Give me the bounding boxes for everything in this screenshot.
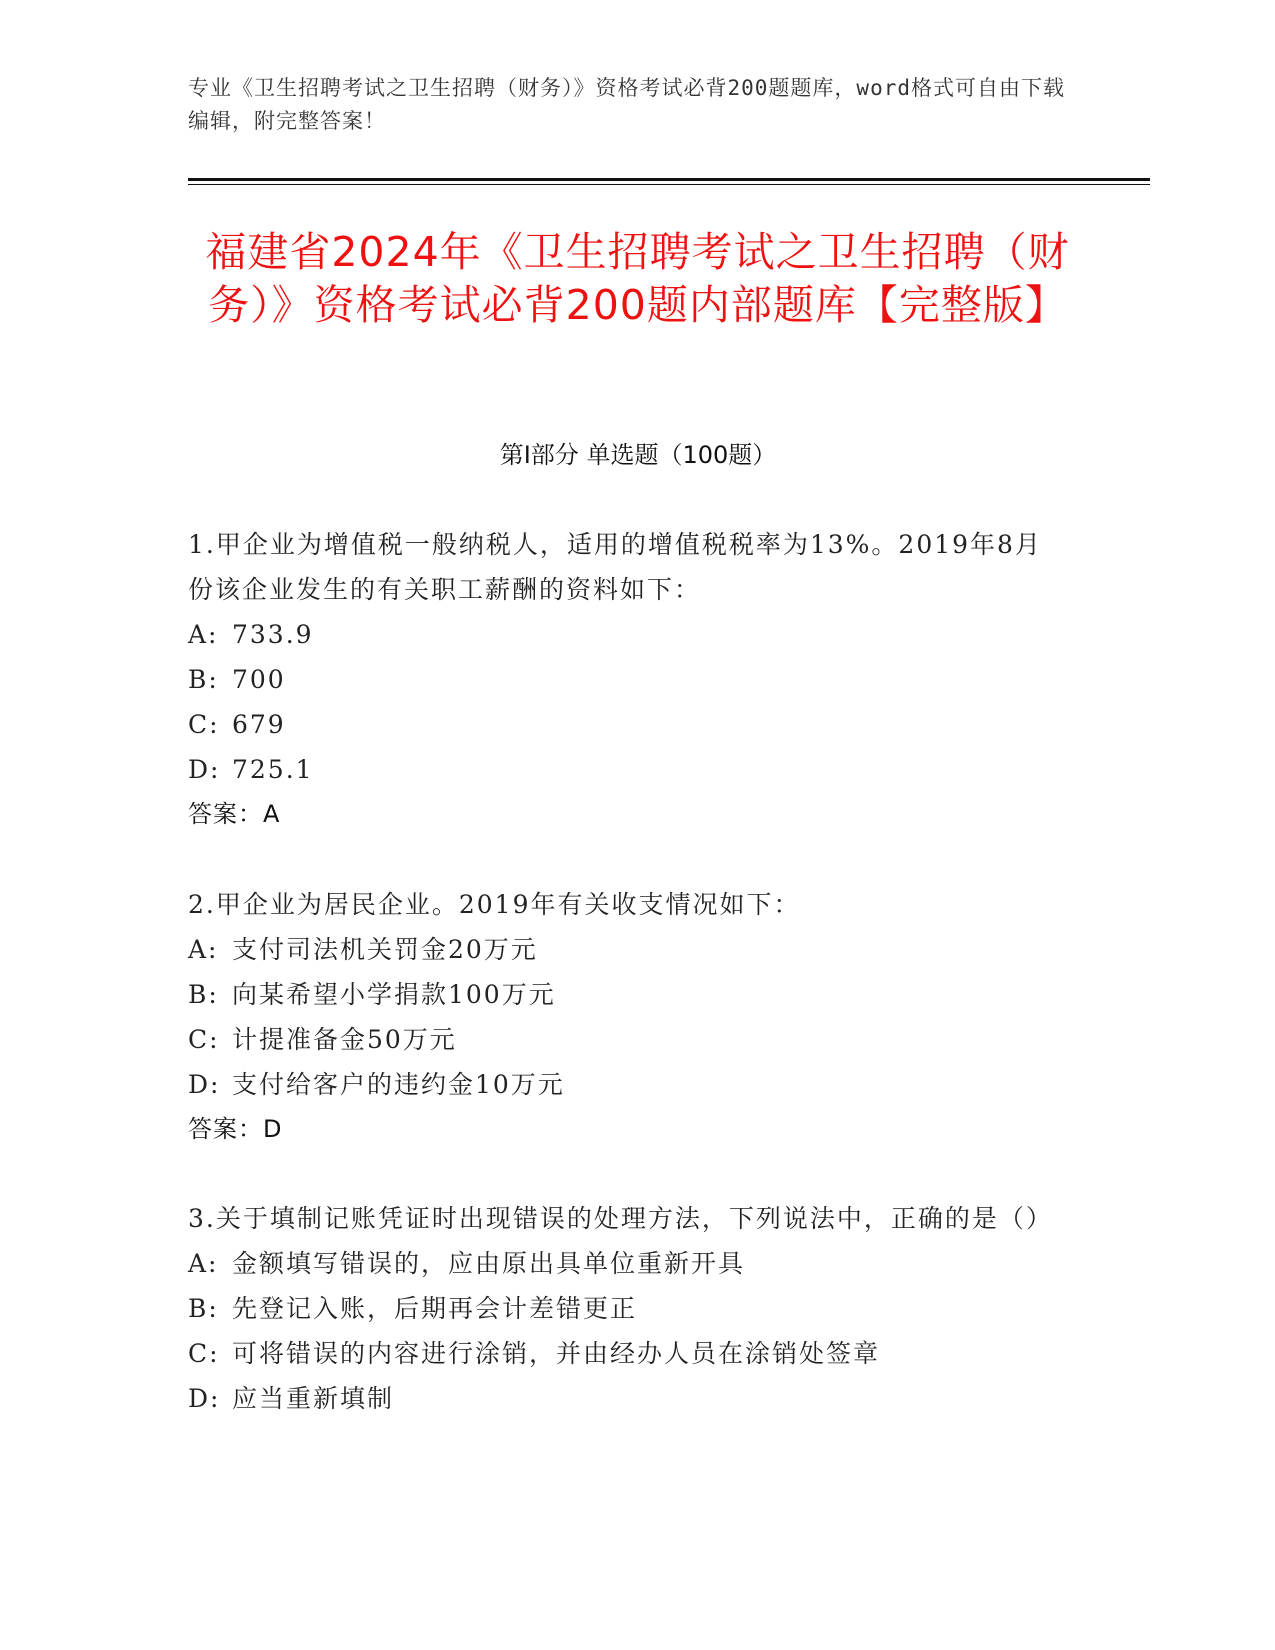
option-d [188, 1062, 1068, 1107]
question-stem: 2.甲企业为居民企业。2019年有关收支情况如下： [188, 890, 801, 919]
document-title: 福建省2024年《卫生招聘考试之卫生招聘（财务）》资格考试必背200题内部题库【完整版】 [205, 228, 1070, 329]
question-3 [188, 1196, 1068, 1421]
option-a [188, 1241, 1068, 1286]
header-divider-thin [188, 184, 1150, 185]
option-letter: B: [188, 1294, 219, 1323]
option-letter: A: [188, 935, 219, 964]
option-d [188, 1376, 1068, 1421]
option-letter: D: [188, 1384, 221, 1413]
question-2 [188, 882, 1068, 1152]
option-c [188, 1017, 1068, 1062]
option-text: 支付给客户的违约金10万元 [232, 1070, 565, 1099]
question-1 [188, 522, 1068, 837]
option-b [188, 972, 1068, 1017]
option-text: 733.9 [232, 620, 314, 649]
option-a [188, 612, 1068, 657]
header-divider-thick [188, 178, 1150, 181]
option-c [188, 702, 1068, 747]
option-letter: A: [188, 1249, 219, 1278]
header-note: 专业《卫生招聘考试之卫生招聘（财务）》资格考试必背200题题库，word格式可自由下载编辑，附完整答案！ [188, 76, 1065, 133]
option-text: 金额填写错误的，应由原出具单位重新开具 [232, 1249, 746, 1278]
option-b [188, 1286, 1068, 1331]
option-letter: C: [188, 1339, 220, 1368]
option-a [188, 927, 1068, 972]
answer-line: 答案：A [188, 800, 281, 828]
option-b [188, 657, 1068, 702]
question-stem: 3.关于填制记账凭证时出现错误的处理方法，下列说法中，正确的是（） [188, 1204, 1053, 1233]
option-c [188, 1331, 1068, 1376]
option-letter: C: [188, 1025, 220, 1054]
option-letter: C: [188, 710, 220, 739]
option-text: 700 [232, 665, 286, 694]
option-text: 先登记入账，后期再会计差错更正 [232, 1294, 638, 1323]
option-text: 支付司法机关罚金20万元 [232, 935, 538, 964]
option-letter: B: [188, 665, 219, 694]
option-text: 应当重新填制 [232, 1384, 395, 1413]
option-text: 679 [232, 710, 286, 739]
option-letter: B: [188, 980, 219, 1009]
option-text: 向某希望小学捐款100万元 [232, 980, 556, 1009]
option-text: 计提准备金50万元 [232, 1025, 457, 1054]
option-letter: D: [188, 1070, 221, 1099]
option-text: 可将错误的内容进行涂销，并由经办人员在涂销处签章 [232, 1339, 881, 1368]
option-text: 725.1 [232, 755, 314, 784]
answer-line: 答案：D [188, 1115, 283, 1143]
option-letter: D: [188, 755, 221, 784]
question-stem: 1.甲企业为增值税一般纳税人，适用的增值税税率为13%。2019年8月份该企业发生的有关职工薪酬的资料如下： [188, 530, 1042, 604]
option-d [188, 747, 1068, 792]
option-letter: A: [188, 620, 219, 649]
section-heading: 第Ⅰ部分 单选题（100题） [499, 441, 777, 469]
